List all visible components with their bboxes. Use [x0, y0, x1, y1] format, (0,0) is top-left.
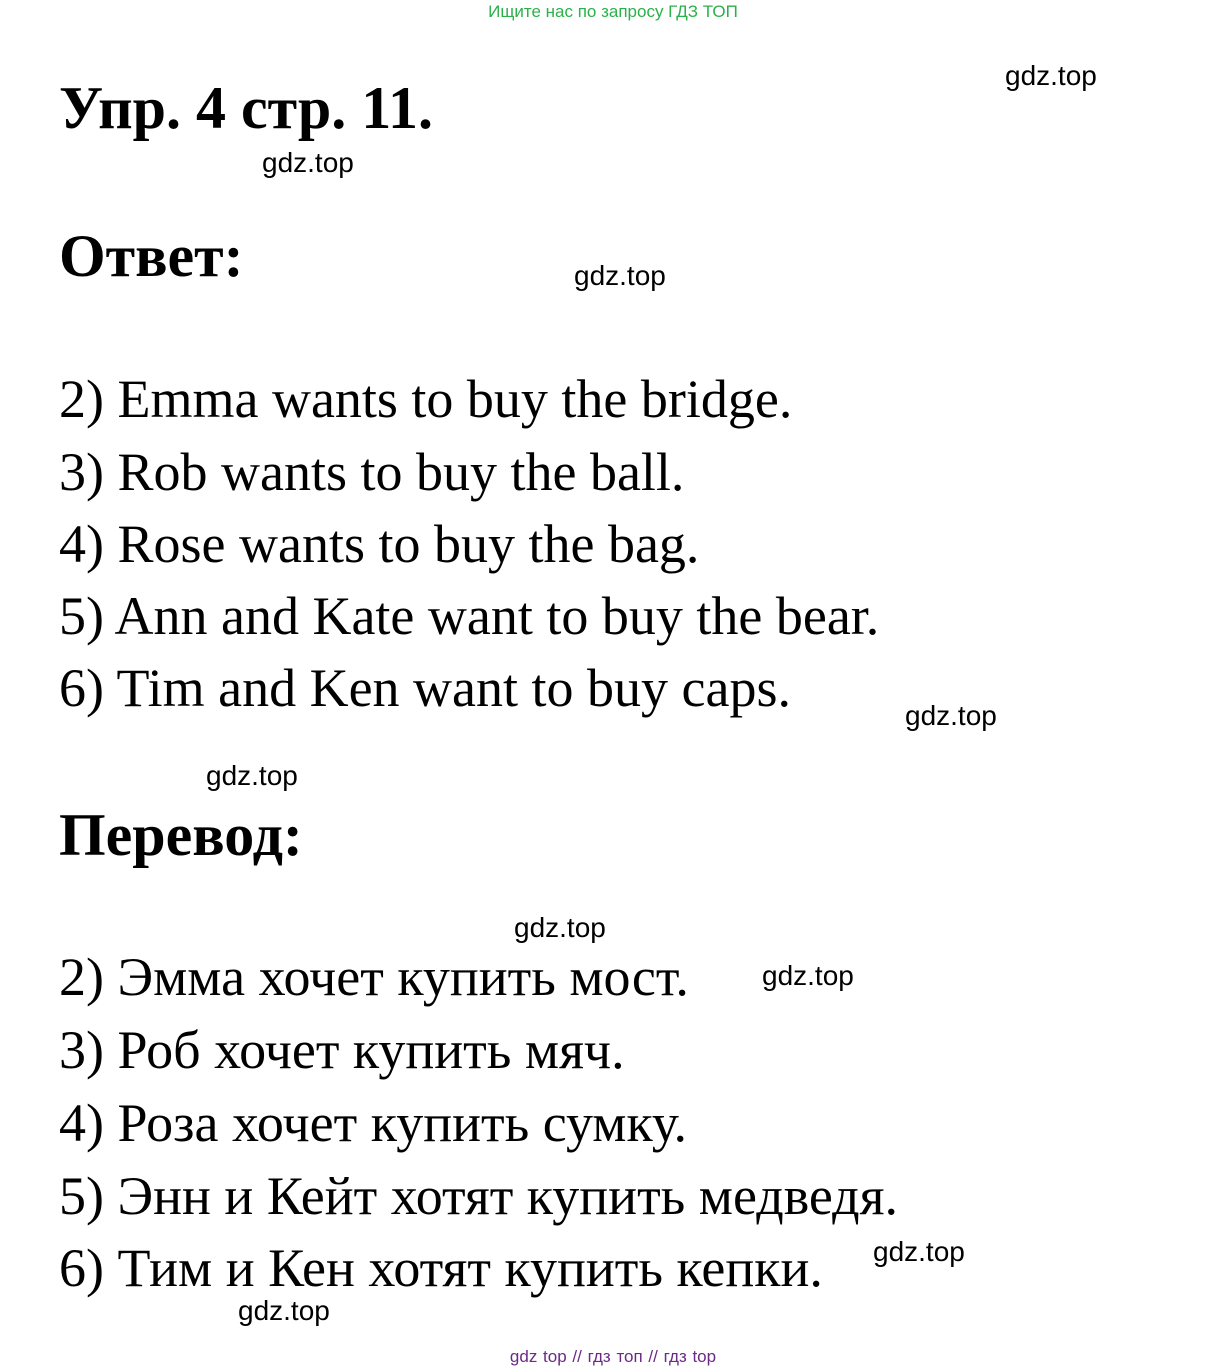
translation-line: 6) Тим и Кен хотят купить кепки. [59, 1238, 823, 1298]
translation-line: 2) Эмма хочет купить мост. [59, 947, 689, 1007]
exercise-title: Упр. 4 стр. 11. [59, 75, 433, 141]
watermark-text: gdz.top [762, 960, 854, 991]
watermark-text: gdz.top [873, 1236, 965, 1267]
translation-line: 3) Роб хочет купить мяч. [59, 1020, 625, 1080]
answer-line: 5) Ann and Kate want to buy the bear. [59, 586, 880, 646]
watermark-text: gdz.top [206, 760, 298, 791]
answer-line: 4) Rose wants to buy the bag. [59, 514, 700, 574]
watermark-text: gdz.top [905, 700, 997, 731]
watermark-text: gdz.top [1005, 60, 1097, 91]
watermark-text: gdz.top [514, 912, 606, 943]
footer-links: gdz top // гдз топ // гдз top [509, 1347, 717, 1366]
watermark-text: gdz.top [574, 260, 666, 291]
translation-line: 5) Энн и Кейт хотят купить медведя. [59, 1166, 898, 1226]
translation-line: 4) Роза хочет купить сумку. [59, 1093, 688, 1153]
watermark-text: gdz.top [262, 147, 354, 178]
answer-line: 2) Emma wants to buy the bridge. [59, 369, 793, 429]
answer-line: 6) Tim and Ken want to buy caps. [59, 658, 791, 718]
search-hint-banner: Ищите нас по запросу ГДЗ ТОП [488, 2, 738, 21]
watermark-text: gdz.top [238, 1295, 330, 1326]
answer-line: 3) Rob wants to buy the ball. [59, 442, 685, 502]
answer-heading: Ответ: [59, 223, 244, 289]
translation-heading: Перевод: [59, 802, 303, 868]
